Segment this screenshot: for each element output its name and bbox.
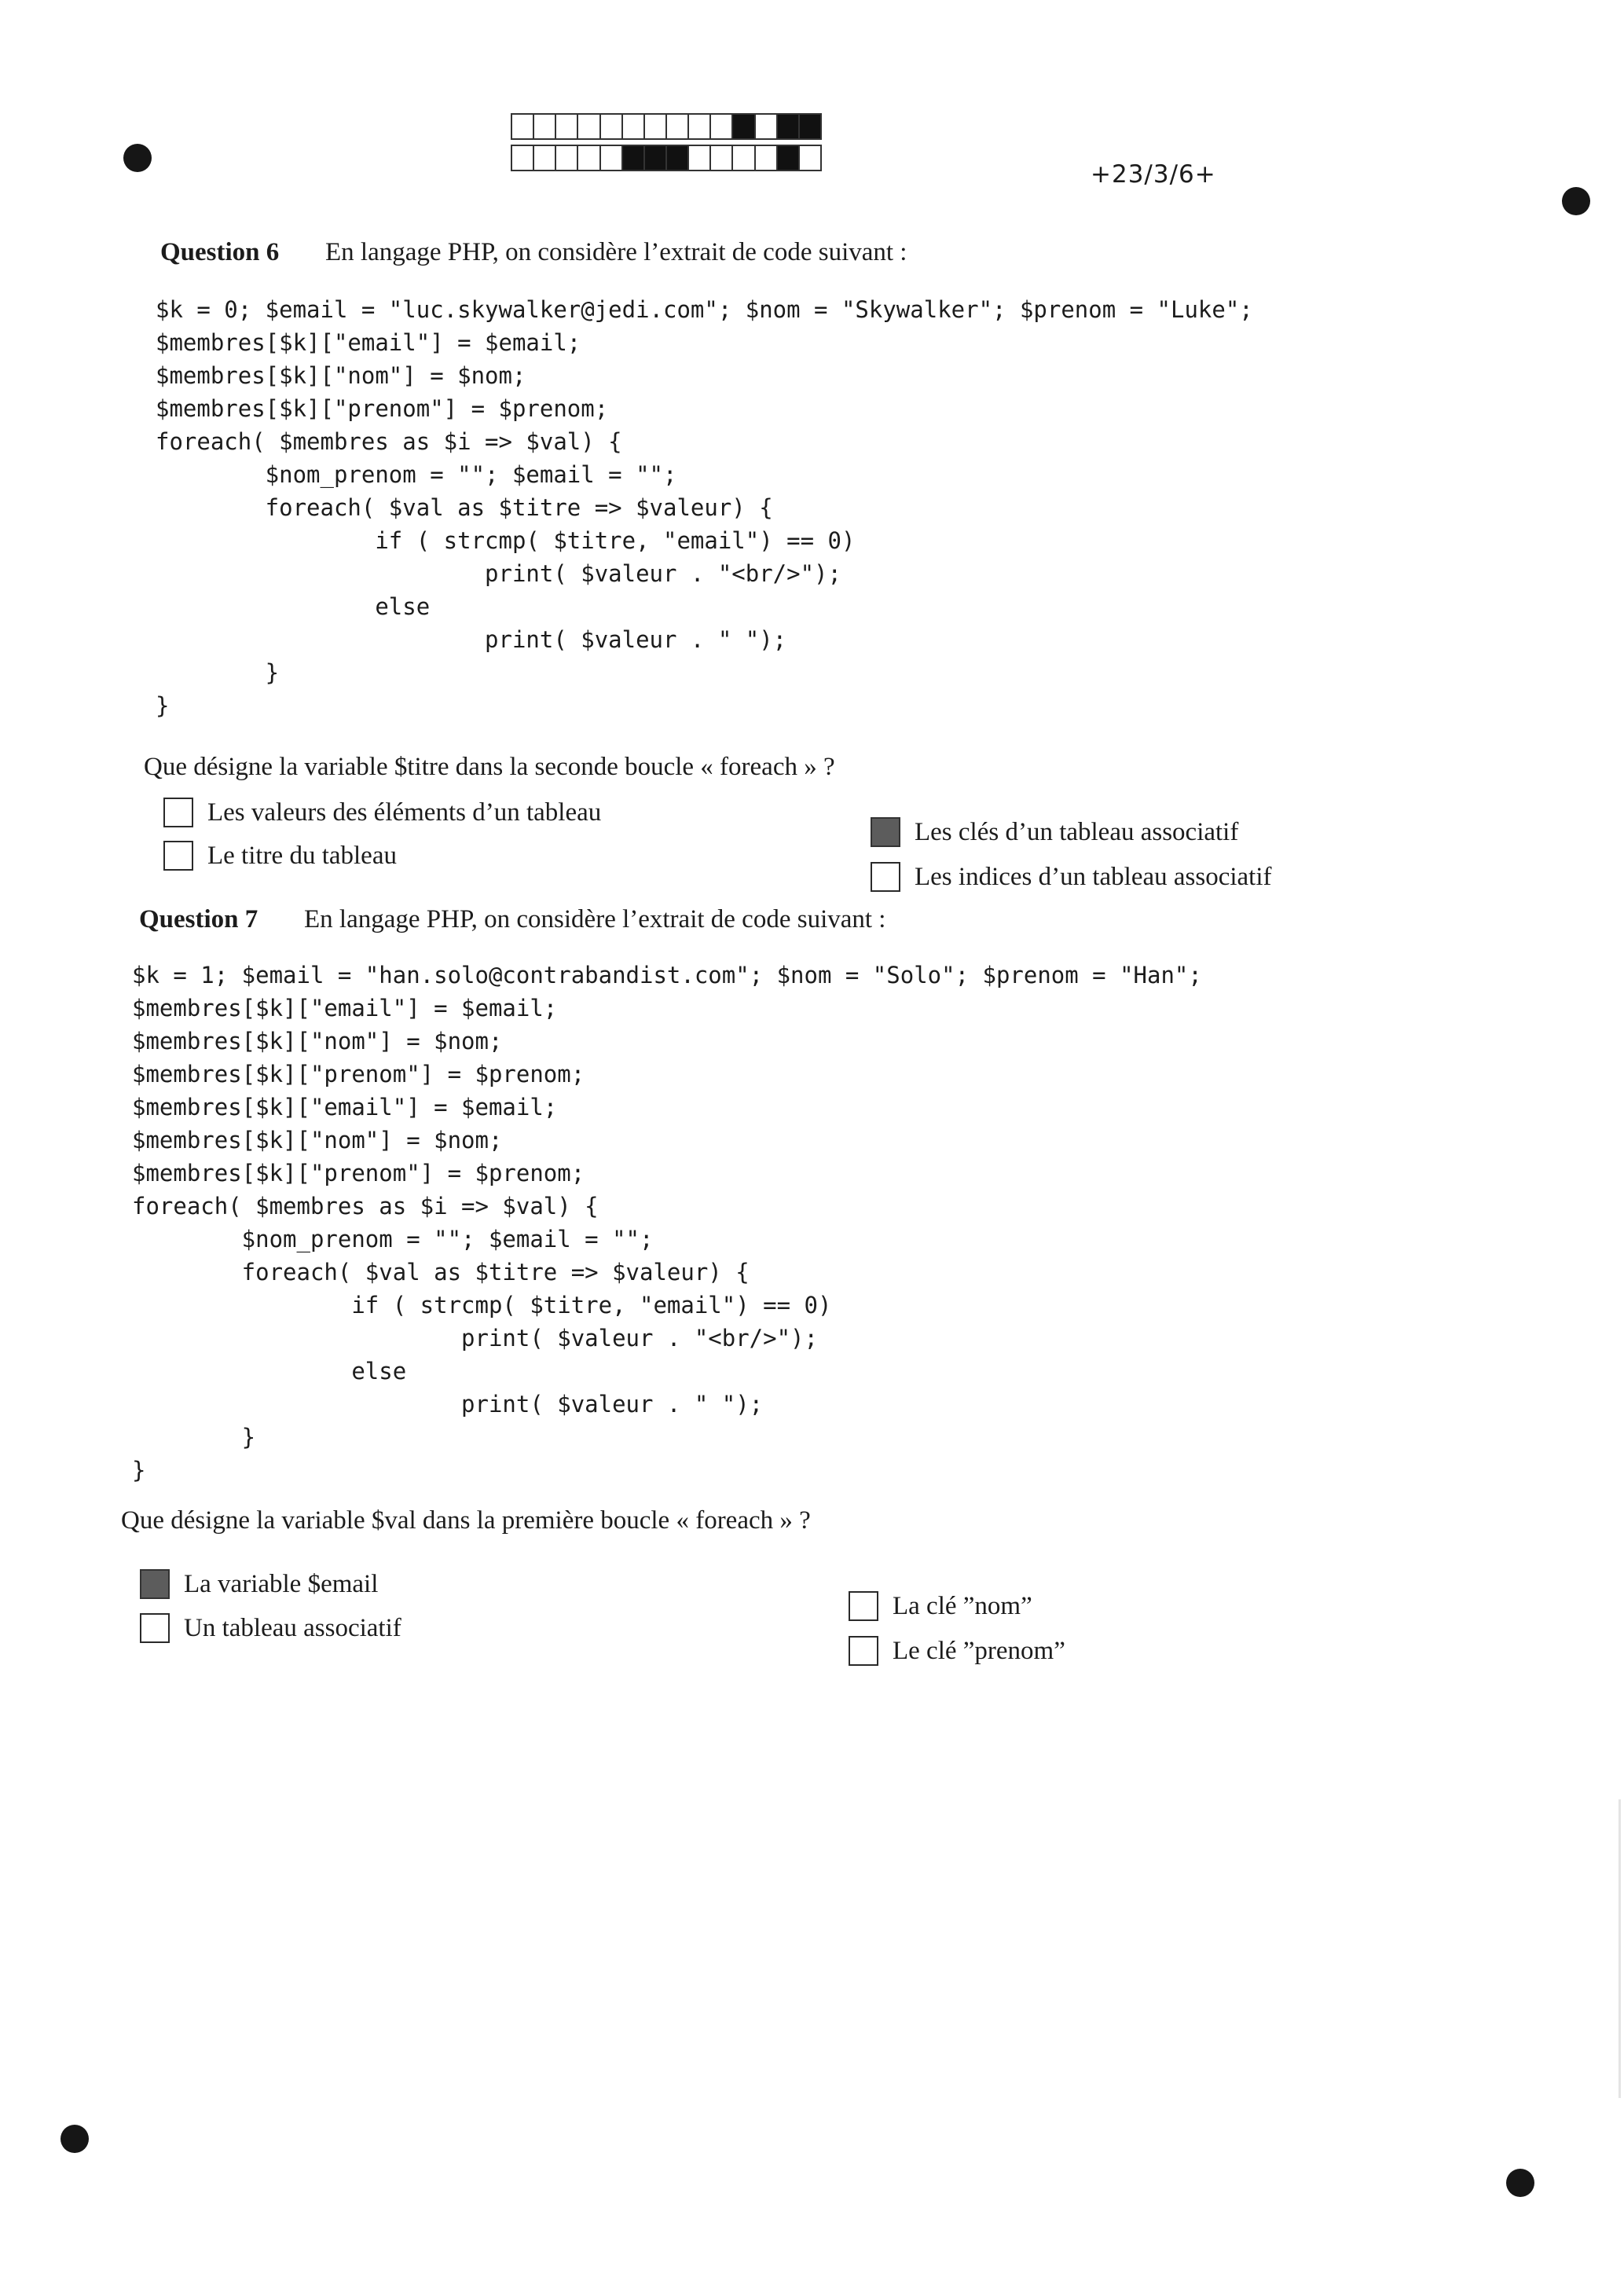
barcode-cell <box>645 115 667 138</box>
question-7-prompt: Que désigne la variable $val dans la première boucle « foreach » ? <box>121 1506 811 1535</box>
barcode-cell <box>645 146 667 170</box>
answer-checkbox[interactable] <box>849 1591 878 1621</box>
answer-text: Le clé ”prenom” <box>893 1636 1065 1665</box>
barcode-cell <box>689 146 711 170</box>
answer-text: Un tableau associatif <box>184 1613 401 1642</box>
question-6-answer-b[interactable] <box>163 841 397 871</box>
answer-text: La variable $email <box>184 1569 379 1598</box>
question-7-header <box>139 905 885 934</box>
answer-text: La clé ”nom” <box>893 1591 1032 1620</box>
answer-checkbox[interactable] <box>163 841 193 871</box>
barcode-cell <box>578 146 600 170</box>
barcode-cell <box>512 115 534 138</box>
question-6-header <box>160 238 907 267</box>
barcode-cell <box>800 146 820 170</box>
barcode-cell <box>800 115 820 138</box>
barcode-cell <box>711 115 733 138</box>
page-barcode-row-1 <box>511 113 822 140</box>
answer-text: Les clés d’un tableau associatif <box>915 817 1239 846</box>
barcode-cell <box>534 115 556 138</box>
barcode-cell <box>623 146 645 170</box>
barcode-cell <box>578 115 600 138</box>
barcode-cell <box>667 115 689 138</box>
barcode-cell <box>778 115 800 138</box>
answer-checkbox[interactable] <box>871 817 900 847</box>
question-7-code: $k = 1; $email = "han.solo@contrabandist.com"; $nom = "Solo"; $prenom = "Han"; $membres[$k]["email"] = $email; $membres[$k]["nom"] = $nom; $membres[$k]["prenom"] = $prenom; $membres[$k]["email"] = $email; $membres[$k]["nom"] = $nom; $membres[$k]["prenom"] = $prenom; foreach( $membres as $i => $val) { $nom_prenom = ""; $email = ""; foreach( $val as $titre => $valeur) { if ( strcmp( $titre, "email") == 0) print( $valeur . "<br/>"); else print( $valeur . " "); } } <box>132 962 1202 1484</box>
question-7-answer-a[interactable] <box>140 1569 378 1599</box>
registration-mark-top-left <box>123 144 152 172</box>
barcode-cell <box>733 115 755 138</box>
barcode-cell <box>601 115 623 138</box>
question-6-answer-d[interactable] <box>871 862 1272 892</box>
barcode-cell <box>778 146 800 170</box>
registration-mark-top-right <box>1562 187 1590 215</box>
question-6-intro: En langage PHP, on considère l’extrait de code suivant : <box>325 238 907 266</box>
barcode-cell <box>601 146 623 170</box>
question-7-answer-c[interactable] <box>849 1591 1032 1621</box>
barcode-cell <box>711 146 733 170</box>
barcode-cell <box>733 146 755 170</box>
registration-mark-bottom-right <box>1506 2169 1534 2197</box>
question-6-answer-a[interactable] <box>163 798 601 827</box>
question-7-label: Question 7 <box>139 905 258 933</box>
answer-checkbox[interactable] <box>140 1613 170 1643</box>
barcode-cell <box>756 146 778 170</box>
question-6-label: Question 6 <box>160 238 280 266</box>
barcode-cell <box>534 146 556 170</box>
barcode-cell <box>512 146 534 170</box>
answer-text: Les indices d’un tableau associatif <box>915 862 1272 891</box>
answer-checkbox[interactable] <box>849 1636 878 1666</box>
page-id: +23/3/6+ <box>1091 160 1216 189</box>
barcode-cell <box>689 115 711 138</box>
scan-edge-shadow <box>1619 1799 1621 2098</box>
answer-checkbox[interactable] <box>871 862 900 892</box>
barcode-cell <box>556 115 578 138</box>
barcode-cell <box>556 146 578 170</box>
barcode-cell <box>667 146 689 170</box>
question-6-code: $k = 0; $email = "luc.skywalker@jedi.com"; $nom = "Skywalker"; $prenom = "Luke"; $membres[$k]["email"] = $email; $membres[$k]["nom"] = $nom; $membres[$k]["prenom"] = $prenom; foreach( $membres as $i => $val) { $nom_prenom = ""; $email = ""; foreach( $val as $titre => $valeur) { if ( strcmp( $titre, "email") == 0) print( $valeur . "<br/>"); else print( $valeur . " "); } } <box>156 296 1253 719</box>
registration-mark-bottom-left <box>60 2125 89 2153</box>
answer-checkbox[interactable] <box>163 798 193 827</box>
barcode-cell <box>756 115 778 138</box>
question-6-prompt: Que désigne la variable $titre dans la seconde boucle « foreach » ? <box>144 753 835 781</box>
answer-text: Le titre du tableau <box>207 841 397 870</box>
question-7-intro: En langage PHP, on considère l’extrait de code suivant : <box>304 905 886 933</box>
question-6-answer-c[interactable] <box>871 817 1238 847</box>
answer-text: Les valeurs des éléments d’un tableau <box>207 798 602 827</box>
page-barcode-row-2 <box>511 145 822 171</box>
question-7-answer-b[interactable] <box>140 1613 401 1643</box>
answer-checkbox[interactable] <box>140 1569 170 1599</box>
barcode-cell <box>623 115 645 138</box>
question-7-answer-d[interactable] <box>849 1636 1065 1666</box>
